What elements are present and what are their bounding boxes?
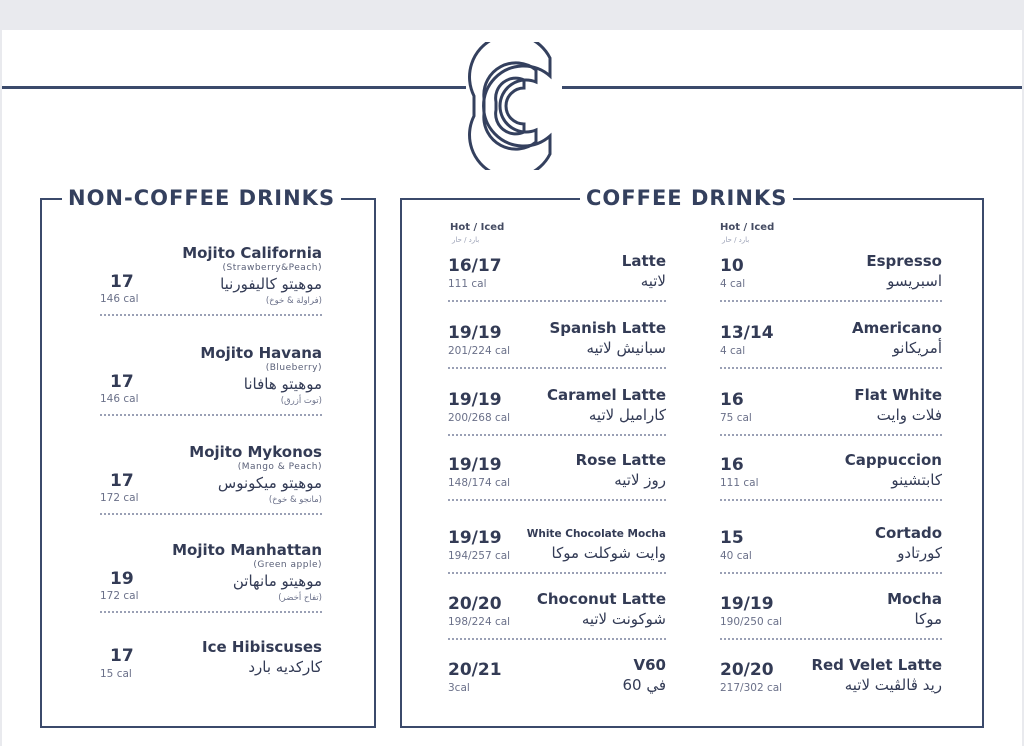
item-price: 16 — [720, 390, 744, 410]
item-price: 20/20 — [448, 594, 502, 614]
dotted-separator — [448, 499, 666, 501]
hot-iced-label-right: Hot / Iced — [720, 222, 775, 233]
dotted-separator — [448, 367, 666, 369]
item-calories: 190/250 cal — [720, 616, 783, 628]
non-coffee-item — [100, 244, 322, 324]
item-subtitle: (Mango & Peach) — [237, 462, 322, 472]
coffee-item — [448, 319, 666, 379]
dotted-separator — [100, 414, 322, 416]
item-name: V60 — [633, 656, 666, 674]
dotted-separator — [720, 300, 942, 302]
item-name-arabic: شوكونت لاتيه — [581, 610, 666, 628]
item-name-arabic: اسبريسو — [887, 272, 942, 290]
non-coffee-item — [100, 638, 322, 718]
item-name-arabic: أمريكانو — [892, 339, 942, 357]
item-calories: 194/257 cal — [448, 550, 511, 562]
item-name: Ice Hibiscuses — [202, 638, 322, 656]
coffee-item — [448, 451, 666, 511]
item-name: Red Velet Latte — [811, 656, 942, 674]
item-name-arabic: كورتادو — [897, 544, 942, 562]
non-coffee-item — [100, 344, 322, 424]
item-calories: 148/174 cal — [448, 477, 511, 489]
item-name: Caramel Latte — [546, 386, 666, 404]
coffee-item — [448, 524, 666, 584]
item-price: 10 — [720, 256, 744, 276]
item-calories: 40 cal — [720, 550, 752, 562]
item-name: White Chocolate Mocha — [526, 528, 666, 540]
item-calories: 75 cal — [720, 412, 752, 424]
dotted-separator — [448, 572, 666, 574]
item-name-arabic: موهيتو كاليفورنيا — [220, 275, 322, 293]
item-name-arabic: في 60 — [622, 676, 666, 694]
item-price: 16/17 — [448, 256, 502, 276]
item-name-arabic: موهيتو هافانا — [243, 375, 322, 393]
item-calories: 111 cal — [720, 477, 759, 489]
coffee-item — [720, 319, 942, 379]
item-calories: 111 cal — [448, 278, 487, 290]
item-name: Latte — [621, 252, 666, 270]
item-price: 17 — [110, 646, 134, 666]
item-name-arabic: فلات وايت — [876, 406, 942, 424]
item-name-arabic: روز لاتيه — [614, 471, 666, 489]
item-price: 19/19 — [448, 323, 502, 343]
dotted-separator — [448, 300, 666, 302]
item-calories: 15 cal — [100, 668, 132, 680]
item-name: Choconut Latte — [536, 590, 666, 608]
dotted-separator — [720, 367, 942, 369]
item-name-arabic: سبانيش لاتيه — [586, 339, 666, 357]
item-calories: 172 cal — [100, 590, 139, 602]
item-name: Espresso — [866, 252, 942, 270]
item-name-arabic: موهيتو مانهاتن — [232, 572, 322, 590]
item-name-arabic: موهيتو ميكونوس — [217, 474, 322, 492]
item-name-arabic: كابتشينو — [891, 471, 942, 489]
non-coffee-title: NON-COFFEE DRINKS — [62, 186, 341, 210]
item-subtitle-arabic: (توت أزرق) — [280, 396, 322, 406]
item-name: Mojito Havana — [200, 344, 322, 362]
coffee-title: COFFEE DRINKS — [580, 186, 793, 210]
coffee-item — [720, 656, 942, 716]
item-calories: 4 cal — [720, 278, 746, 290]
item-calories: 198/224 cal — [448, 616, 511, 628]
item-name-arabic: كاراميل لاتيه — [588, 406, 666, 424]
dotted-separator — [100, 513, 322, 515]
item-price: 17 — [110, 272, 134, 292]
item-subtitle: (Blueberry) — [265, 363, 322, 373]
hot-iced-ar-left: بارد / حار — [452, 236, 480, 244]
coffee-item — [720, 451, 942, 511]
item-calories: 4 cal — [720, 345, 746, 357]
item-subtitle-arabic: (فراولة & خوخ) — [265, 296, 322, 306]
coffee-item — [720, 386, 942, 446]
item-subtitle-arabic: (مانجو & خوخ) — [268, 495, 322, 505]
item-name: Americano — [852, 319, 942, 337]
dotted-separator — [448, 638, 666, 640]
item-name: Mocha — [887, 590, 942, 608]
item-name: Cappuccion — [844, 451, 942, 469]
coffee-item — [448, 656, 666, 716]
item-price: 20/21 — [448, 660, 502, 680]
coffee-item — [448, 252, 666, 312]
item-name: Mojito Mykonos — [189, 443, 322, 461]
item-name-arabic: وايت شوكلت موكا — [551, 544, 666, 562]
item-price: 13/14 — [720, 323, 774, 343]
dotted-separator — [100, 611, 322, 613]
item-price: 19/19 — [448, 455, 502, 475]
coffee-item — [720, 590, 942, 650]
item-calories: 146 cal — [100, 293, 139, 305]
item-name: Mojito Manhattan — [172, 541, 322, 559]
dotted-separator — [720, 638, 942, 640]
non-coffee-item — [100, 443, 322, 523]
item-name: Mojito California — [182, 244, 322, 262]
item-name-arabic: لاتيه — [640, 272, 666, 290]
brand-logo — [466, 42, 562, 170]
item-name-arabic: كاركديه بارد — [248, 658, 322, 676]
item-subtitle: (Green apple) — [253, 560, 322, 570]
item-name-arabic: موكا — [914, 610, 942, 628]
item-subtitle: (Strawberry&Peach) — [222, 263, 322, 273]
coffee-item — [720, 524, 942, 584]
coffee-item — [720, 252, 942, 312]
item-price: 15 — [720, 528, 744, 548]
coffee-item — [448, 590, 666, 650]
item-calories: 146 cal — [100, 393, 139, 405]
item-subtitle-arabic: (تفاح أخضر) — [278, 593, 322, 603]
item-price: 17 — [110, 372, 134, 392]
item-name: Rose Latte — [575, 451, 666, 469]
item-name-arabic: ريد ڤالڤيت لاتيه — [844, 676, 942, 694]
dotted-separator — [100, 314, 322, 316]
item-price: 20/20 — [720, 660, 774, 680]
dotted-separator — [720, 434, 942, 436]
item-name: Cortado — [874, 524, 942, 542]
item-price: 19/19 — [448, 528, 502, 548]
item-price: 16 — [720, 455, 744, 475]
hot-iced-label-left: Hot / Iced — [450, 222, 505, 233]
item-calories: 217/302 cal — [720, 682, 783, 694]
dotted-separator — [448, 434, 666, 436]
item-price: 19 — [110, 569, 134, 589]
dotted-separator — [720, 572, 942, 574]
item-price: 17 — [110, 471, 134, 491]
non-coffee-item — [100, 541, 322, 621]
item-price: 19/19 — [720, 594, 774, 614]
c-logo-icon — [466, 42, 562, 170]
item-price: 19/19 — [448, 390, 502, 410]
item-calories: 201/224 cal — [448, 345, 511, 357]
item-calories: 200/268 cal — [448, 412, 511, 424]
item-calories: 172 cal — [100, 492, 139, 504]
item-calories: 3cal — [448, 682, 470, 694]
item-name: Flat White — [854, 386, 942, 404]
dotted-separator — [720, 499, 942, 501]
item-name: Spanish Latte — [549, 319, 666, 337]
hot-iced-ar-right: بارد / حار — [722, 236, 750, 244]
coffee-item — [448, 386, 666, 446]
